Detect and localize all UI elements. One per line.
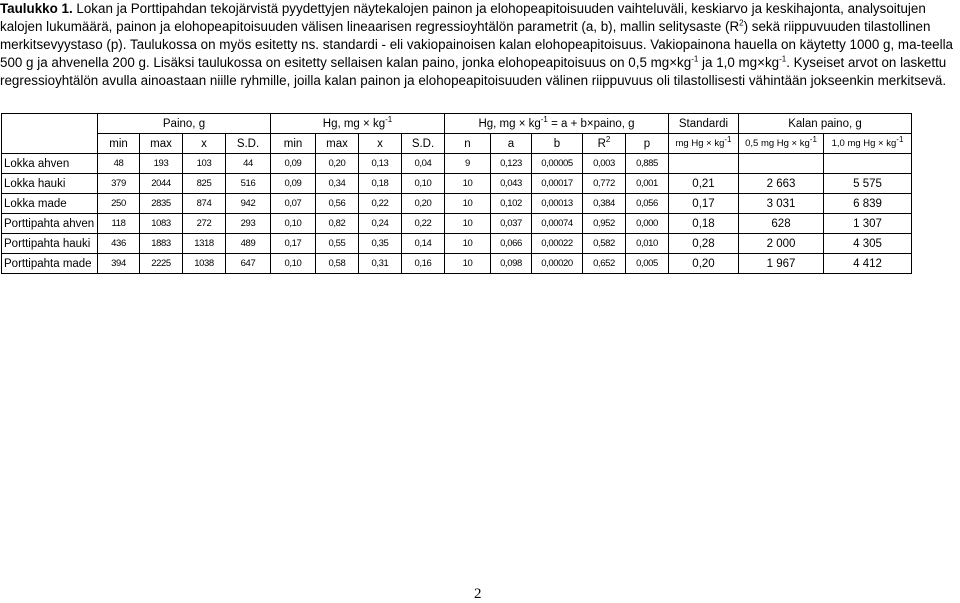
- subheader-min: min: [98, 134, 140, 154]
- subheader-n: n: [445, 134, 491, 154]
- table-cell: 0,55: [316, 234, 359, 254]
- table-cell: 379: [98, 174, 140, 194]
- table-cell: 516: [226, 174, 271, 194]
- subheader-10: 1,0 mg $Hg \times kg^{-1}$: [824, 134, 912, 154]
- table-cell: 2835: [140, 194, 183, 214]
- table-cell: 489: [226, 234, 271, 254]
- caption-text-2: ) sekä riippuvuuden tilastollinen merkitsevyystaso (p). Taulukossa on myös esitetty ns. standardi - eli vakiopainoisen kalan elohopeapitoisuus. Vakiopainona hauella on käytetty 1000 g, ma-teella 500 g ja ahvenella 200 g. Lisäksi taulukossa on esitetty sellaisen kalan paino, jonka elohopeapitoisuus on 0,5 mg×kg: [0, 19, 954, 70]
- table-cell: 10: [445, 254, 491, 274]
- table-cell: 193: [140, 154, 183, 174]
- subheader-a: a: [491, 134, 532, 154]
- table-cell: 0,58: [316, 254, 359, 274]
- table-cell: 2225: [140, 254, 183, 274]
- table-cell: 0,10: [271, 254, 316, 274]
- table-cell: 10: [445, 214, 491, 234]
- caption-sup-3: -1: [779, 54, 787, 64]
- caption-text-3: ja 1,0 mg×kg: [698, 55, 780, 70]
- table-cell: 0,17: [271, 234, 316, 254]
- table-cell: 0,000: [626, 214, 669, 234]
- table-cell: 0,037: [491, 214, 532, 234]
- table-cell: 0,102: [491, 194, 532, 214]
- table-cell: 10: [445, 174, 491, 194]
- row-label: Lokka hauki: [2, 174, 98, 194]
- row-label: Lokka made: [2, 194, 98, 214]
- table-cell: 942: [226, 194, 271, 214]
- table-cell: 0,384: [583, 194, 626, 214]
- table-cell: 1 967: [739, 254, 824, 274]
- table-cell: 436: [98, 234, 140, 254]
- table-cell: 0,13: [359, 154, 402, 174]
- table-cell: 1 307: [824, 214, 912, 234]
- table-cell: 0,28: [669, 234, 739, 254]
- table-row: [2, 214, 912, 234]
- row-label: Porttipahta made: [2, 254, 98, 274]
- subheader-b: b: [532, 134, 583, 154]
- table-row: [2, 154, 912, 174]
- table-cell: 0,652: [583, 254, 626, 274]
- table-cell: 0,066: [491, 234, 532, 254]
- table-cell: 0,10: [271, 214, 316, 234]
- table-cell: 0,10: [402, 174, 445, 194]
- table-cell: 0,56: [316, 194, 359, 214]
- table-cell: 44: [226, 154, 271, 174]
- caption-sup-2: -1: [691, 54, 699, 64]
- table-row: [2, 234, 912, 254]
- table-cell: 10: [445, 234, 491, 254]
- table-cell: 1883: [140, 234, 183, 254]
- table-cell: 0,20: [669, 254, 739, 274]
- subheader-r2: $R^2$: [583, 134, 626, 154]
- table-cell: 10: [445, 194, 491, 214]
- table-cell: 0,24: [359, 214, 402, 234]
- subheader-standard-unit: mg $Hg \times kg^{-1}$: [669, 134, 739, 154]
- table-cell: [824, 154, 912, 174]
- table-cell: 2044: [140, 174, 183, 194]
- table-cell: 2 000: [739, 234, 824, 254]
- table-cell: 4 305: [824, 234, 912, 254]
- table-row: [2, 254, 912, 274]
- table-cell: 0,22: [402, 214, 445, 234]
- table-cell: 293: [226, 214, 271, 234]
- table-cell: 0,34: [316, 174, 359, 194]
- table-cell: 0,18: [669, 214, 739, 234]
- subheader-x-hg: x: [359, 134, 402, 154]
- table-cell: 48: [98, 154, 140, 174]
- table-cell: 0,001: [626, 174, 669, 194]
- table-cell: [669, 154, 739, 174]
- table-row: [2, 194, 912, 214]
- caption-text-4: . Kyseiset arvot on laskettu regressioyhtälön avulla ainoastaan niille ryhmille, joilla kalan painon ja elohopeapitoisuuden välinen riippuvuus oli tilastollisesti vähintään jokseenkin merkitsevä.: [0, 55, 947, 88]
- table-cell: 0,772: [583, 174, 626, 194]
- header-kalan-paino: Kalan paino, g: [739, 114, 912, 134]
- header-corner: [2, 114, 98, 154]
- table-cell: 0,20: [316, 154, 359, 174]
- table-cell: 4 412: [824, 254, 912, 274]
- table-cell: 394: [98, 254, 140, 274]
- table-cell: 2 663: [739, 174, 824, 194]
- table-cell: 1318: [183, 234, 226, 254]
- table-cell: 0,098: [491, 254, 532, 274]
- table-cell: 3 031: [739, 194, 824, 214]
- table-cell: 0,043: [491, 174, 532, 194]
- header-regression: Hg, mg × $kg^{-1} = a$ + b×paino, g: [445, 114, 669, 134]
- table-caption: [0, 0, 958, 90]
- table-cell: 628: [739, 214, 824, 234]
- table-cell: 272: [183, 214, 226, 234]
- table-cell: 0,885: [626, 154, 669, 174]
- row-label: Porttipahta hauki: [2, 234, 98, 254]
- subheader-min-hg: min: [271, 134, 316, 154]
- subheader-max-hg: max: [316, 134, 359, 154]
- table-cell: 825: [183, 174, 226, 194]
- table-cell: 0,18: [359, 174, 402, 194]
- table-cell: 0,010: [626, 234, 669, 254]
- table-cell: 6 839: [824, 194, 912, 214]
- subheader-sd: S.D.: [226, 134, 271, 154]
- caption-sup-1: 2: [739, 18, 744, 28]
- header-paino: Paino, g: [98, 114, 271, 134]
- caption-text-1: Lokan ja Porttipahdan tekojärvistä pyydettyjen näytekalojen painon ja elohopeapitoisuuden vaihteluväli, keskiarvo ja keskihajonta, analysoitujen kalojen lukumäärä, painon ja elohopeapitoisuuden välisen lineaarisen regressioyhtälön parametrit (a, b), mallin selitysaste (R: [0, 1, 926, 34]
- table-cell: 0,00013: [532, 194, 583, 214]
- table-cell: 0,22: [359, 194, 402, 214]
- table-cell: 0,00022: [532, 234, 583, 254]
- table-cell: 0,582: [583, 234, 626, 254]
- subheader-x: x: [183, 134, 226, 154]
- table-cell: 0,123: [491, 154, 532, 174]
- subheader-sd-hg: S.D.: [402, 134, 445, 154]
- table-cell: [739, 154, 824, 174]
- subheader-p: p: [626, 134, 669, 154]
- table-cell: 647: [226, 254, 271, 274]
- table-cell: 5 575: [824, 174, 912, 194]
- subheader-max: max: [140, 134, 183, 154]
- data-table: [1, 113, 912, 274]
- row-label: Lokka ahven: [2, 154, 98, 174]
- table-cell: 874: [183, 194, 226, 214]
- table-cell: 0,07: [271, 194, 316, 214]
- table-cell: 0,82: [316, 214, 359, 234]
- table-cell: 0,09: [271, 154, 316, 174]
- table-cell: 0,16: [402, 254, 445, 274]
- table-cell: 0,00020: [532, 254, 583, 274]
- table-cell: 0,21: [669, 174, 739, 194]
- table-cell: 0,00017: [532, 174, 583, 194]
- table-cell: 0,005: [626, 254, 669, 274]
- table-cell: 0,14: [402, 234, 445, 254]
- table-cell: 0,35: [359, 234, 402, 254]
- table-cell: 0,00074: [532, 214, 583, 234]
- page-number: 2: [474, 586, 482, 602]
- table-cell: 0,20: [402, 194, 445, 214]
- table-cell: 0,056: [626, 194, 669, 214]
- table-cell: 0,00005: [532, 154, 583, 174]
- table-row: [2, 174, 912, 194]
- table-cell: 250: [98, 194, 140, 214]
- caption-label: Taulukko 1.: [0, 1, 73, 16]
- table-cell: 118: [98, 214, 140, 234]
- table-cell: 103: [183, 154, 226, 174]
- table-cell: 1083: [140, 214, 183, 234]
- table-cell: 9: [445, 154, 491, 174]
- header-hg: Hg, mg × $kg^{-1}$: [271, 114, 445, 134]
- row-label: Porttipahta ahven: [2, 214, 98, 234]
- table-cell: 0,31: [359, 254, 402, 274]
- table-cell: 0,003: [583, 154, 626, 174]
- table-cell: 1038: [183, 254, 226, 274]
- table-cell: 0,04: [402, 154, 445, 174]
- header-standardi: Standardi: [669, 114, 739, 134]
- table-cell: 0,17: [669, 194, 739, 214]
- table-cell: 0,09: [271, 174, 316, 194]
- table-cell: 0,952: [583, 214, 626, 234]
- subheader-05: 0,5 mg $Hg \times kg^{-1}$: [739, 134, 824, 154]
